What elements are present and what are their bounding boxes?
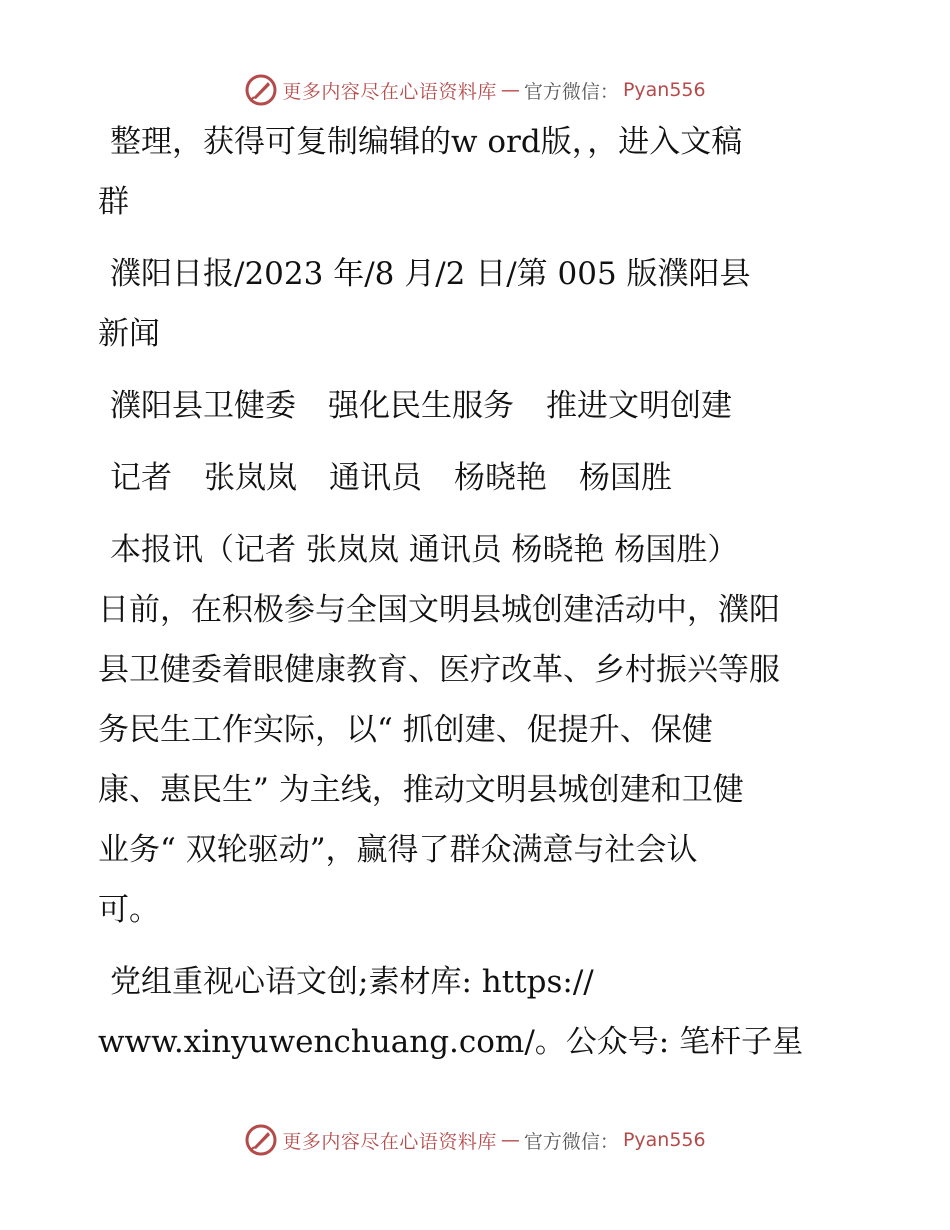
byline-reporter-label: 记者 <box>110 460 172 496</box>
document-body <box>98 112 858 1072</box>
footer-line-1: 党组重视心语文创;素材库: https:// <box>110 964 594 1000</box>
headline-part-2: 强化民生服务 <box>328 388 514 424</box>
footer-paragraph <box>98 952 858 1072</box>
source-line-1: 濮阳日报/2023 年/8 月/2 日/第 005 版濮阳县 <box>110 256 751 292</box>
footer-line-2: www.xinyuwenchuang.com/。公众号: 笔杆子星 <box>98 1024 804 1060</box>
header-banner <box>0 70 950 110</box>
headline-part-1: 濮阳县卫健委 <box>110 388 296 424</box>
footer-banner <box>0 1120 950 1160</box>
body-line: 可。 <box>98 892 160 928</box>
intro-line-1: 整理，获得可复制编辑的w ord版，，进入文稿 <box>110 124 743 160</box>
banner-wechat-id: Pyan556 <box>622 1129 706 1151</box>
body-line: 康、惠民生” 为主线，推动文明县城创建和卫健 <box>98 772 744 808</box>
body-line: 本报讯（记者 张岚岚 通讯员 杨晓艳 杨国胜） <box>110 532 739 568</box>
byline <box>98 448 858 508</box>
source-paragraph <box>98 244 858 364</box>
byline-correspondent-2: 杨国胜 <box>579 460 672 496</box>
banner-dash: — <box>500 79 520 101</box>
body-line: 日前，在积极参与全国文明县城创建活动中，濮阳 <box>98 592 780 628</box>
banner-site-text: 更多内容尽在心语资料库 <box>282 1130 497 1153</box>
quill-pen-logo-icon <box>244 1123 278 1157</box>
banner-wechat-id: Pyan556 <box>622 79 706 101</box>
banner-dash: — <box>500 1129 520 1151</box>
headline <box>98 376 858 436</box>
banner-wechat-label: 官方微信： <box>523 80 619 103</box>
banner-content <box>244 1123 705 1157</box>
headline-part-3: 推进文明创建 <box>546 388 732 424</box>
body-line: 务民生工作实际，以“ 抓创建、促提升、保健 <box>98 712 713 748</box>
source-line-2: 新闻 <box>98 316 160 352</box>
byline-correspondent-label: 通讯员 <box>329 460 422 496</box>
quill-pen-logo-icon <box>244 73 278 107</box>
body-line: 业务“ 双轮驱动”，赢得了群众满意与社会认 <box>98 832 698 868</box>
intro-line-2: 群 <box>98 184 129 220</box>
body-paragraph <box>98 520 858 940</box>
banner-content <box>244 73 705 107</box>
banner-wechat-label: 官方微信： <box>523 1130 619 1153</box>
banner-site-text: 更多内容尽在心语资料库 <box>282 80 497 103</box>
byline-correspondent-1: 杨晓艳 <box>454 460 547 496</box>
body-line: 县卫健委着眼健康教育、医疗改革、乡村振兴等服 <box>98 652 780 688</box>
intro-paragraph <box>98 112 858 232</box>
byline-reporter: 张岚岚 <box>204 460 297 496</box>
